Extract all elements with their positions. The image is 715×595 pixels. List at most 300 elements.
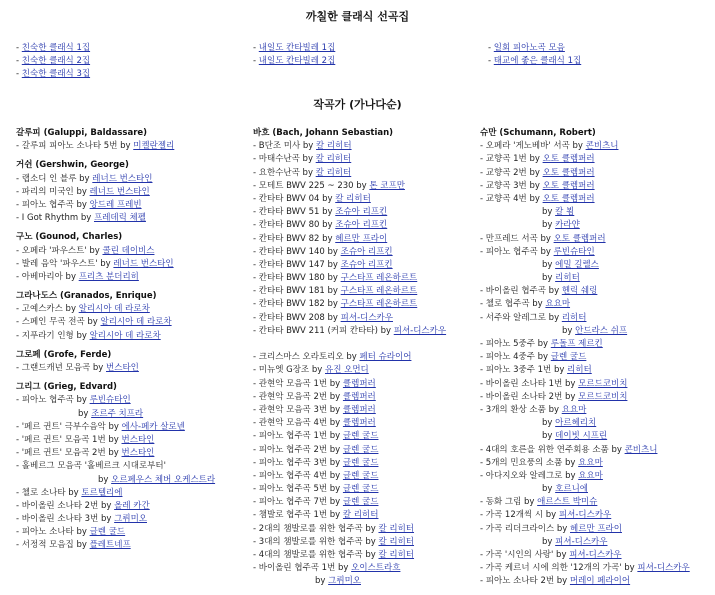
album-list-item — [16, 55, 90, 68]
recording-entry — [16, 513, 215, 526]
recording-entry — [253, 325, 446, 338]
performer-link[interactable]: 클렘퍼러 — [342, 418, 376, 429]
bullet-dash: - — [253, 484, 259, 495]
by-label: by — [327, 259, 338, 270]
piece-title: 칸타타 BWV 147 — [258, 259, 325, 270]
performer-link[interactable]: 칼 리히터 — [335, 193, 371, 204]
piece-title: 피아노 협주곡 5번 — [258, 484, 328, 495]
composer-column-2 — [253, 127, 446, 589]
recording-entry — [253, 430, 446, 443]
recording-entry — [253, 575, 446, 588]
album-link[interactable]: 내일도 칸타빌레 1집 — [258, 43, 336, 53]
performer-link[interactable]: 피셔-디스카우 — [555, 536, 608, 547]
piece-title: 지푸라기 인형 — [21, 330, 74, 341]
performer-link[interactable]: 레너드 번스타인 — [113, 258, 174, 269]
performer-link[interactable]: 조슈아 리프킨 — [335, 220, 388, 231]
performer-link[interactable]: 오토 클렘퍼러 — [542, 167, 595, 178]
recording-entry — [16, 362, 215, 375]
piece-title: 바이올린 소나타 1번 — [485, 378, 563, 389]
performer-link[interactable]: 유진 오먼디 — [324, 365, 369, 376]
by-label: by — [529, 154, 540, 165]
performer-link[interactable]: 오토 클렘퍼러 — [553, 233, 606, 244]
piece-title: 서주와 알레그로 — [485, 312, 546, 323]
performer-link[interactable]: 알리시아 데 라로차 — [78, 304, 150, 315]
by-label: by — [315, 576, 326, 587]
performer-link[interactable]: 글렌 굴드 — [342, 444, 379, 455]
performer-link[interactable]: 토르텔리에 — [81, 487, 123, 498]
recording-entry — [480, 272, 690, 285]
bullet-dash: - — [16, 258, 22, 269]
by-label: by — [120, 141, 131, 152]
recording-entry — [253, 140, 446, 153]
piece-title: 칸타타 BWV 211 (커피 칸타타) — [258, 325, 378, 336]
piece-title: 관현악 모음곡 3번 — [258, 404, 328, 415]
piece-title: 관현악 모음곡 1번 — [258, 378, 328, 389]
by-label: by — [532, 299, 543, 310]
recording-entry — [16, 186, 215, 199]
performer-link[interactable]: 아르헤리치 — [555, 418, 597, 429]
bullet-dash: - — [253, 325, 259, 336]
composer-column-1 — [16, 127, 215, 553]
piece-title: 피아노 협주곡 3번 — [258, 457, 328, 468]
album-link[interactable]: 태교에 좋은 클래식 1집 — [493, 56, 582, 67]
performer-link[interactable]: 카라얀 — [555, 220, 580, 231]
by-label: by — [327, 286, 338, 297]
performer-link[interactable]: 그뤼미오 — [328, 576, 361, 587]
by-label: by — [76, 330, 87, 341]
piece-title: 칸타타 BWV 04 — [258, 193, 320, 204]
performer-link[interactable]: 리히터 — [555, 273, 580, 284]
by-label: by — [565, 457, 576, 468]
performer-link[interactable]: 피셔-디스카우 — [637, 563, 690, 574]
recording-entry — [480, 180, 690, 193]
recording-entry — [16, 140, 215, 153]
piece-title: 발레 음악 '파우스트' — [21, 258, 98, 269]
performer-link[interactable]: 콘비츠니 — [585, 141, 619, 152]
piece-title: 5개의 민요풍의 소품 — [485, 457, 563, 468]
bullet-dash: - — [253, 470, 259, 481]
recording-entry — [480, 523, 690, 536]
piece-title: 교향곡 2번 — [485, 167, 527, 178]
performer-link[interactable]: 오르페우스 체버 오케스트라 — [111, 474, 216, 485]
bullet-dash: - — [253, 444, 259, 455]
performer-link[interactable]: 페터 슈라이어 — [359, 352, 412, 363]
bullet-dash: - — [253, 273, 259, 284]
performer-link[interactable]: 프리츠 분더리히 — [78, 271, 139, 282]
by-label: by — [365, 536, 376, 547]
piece-title: 크리스마스 오라토리오 — [258, 352, 344, 363]
bullet-dash: - — [16, 186, 22, 197]
performer-link[interactable]: 콘비츠니 — [624, 444, 658, 455]
performer-link[interactable]: 애르스트 박미슈 — [537, 497, 598, 508]
recording-entry — [480, 298, 690, 311]
by-label: by — [556, 576, 568, 587]
performer-link[interactable]: 글렌 굴드 — [342, 431, 379, 442]
performer-link[interactable]: 피셔-디스카우 — [340, 312, 393, 323]
by-label: by — [329, 444, 341, 455]
bullet-dash: - — [16, 271, 22, 282]
performer-link[interactable]: 헤르만 프라이 — [335, 233, 388, 244]
recording-entry — [253, 391, 446, 404]
by-label: by — [329, 418, 341, 429]
performer-link[interactable]: 리히터 — [561, 312, 587, 323]
performer-link[interactable]: 글렌 굴드 — [342, 470, 379, 481]
by-label: by — [78, 408, 89, 419]
piece-title: 파리의 미국인 — [21, 186, 74, 197]
bullet-dash: - — [253, 418, 259, 429]
piece-title: 미뉴엣 G장조 — [258, 365, 310, 376]
piece-title: 피아노 3중주 1번 — [485, 365, 552, 376]
performer-link[interactable]: 헤르만 프라이 — [570, 523, 622, 534]
recording-entry — [480, 378, 690, 391]
performer-link[interactable]: 클렘퍼러 — [342, 404, 376, 415]
bullet-dash: - — [253, 391, 259, 402]
by-label: by — [542, 259, 553, 270]
piece-title: 홀베르그 모음곡 '홀베르크 시대로부터' — [21, 461, 166, 472]
piece-title: 피아노 협주곡 — [485, 246, 538, 257]
recording-entry — [16, 487, 215, 500]
by-label: by — [302, 154, 313, 165]
bullet-dash: - — [253, 312, 259, 323]
bullet-dash: - — [480, 378, 486, 389]
bullet-dash: - — [253, 167, 259, 178]
performer-link[interactable]: 칼 리히터 — [315, 167, 352, 178]
performer-link[interactable]: 번스타인 — [121, 434, 155, 445]
by-label: by — [542, 431, 553, 442]
performer-link[interactable]: 번스타인 — [121, 448, 155, 459]
performer-link[interactable]: 플레트네프 — [89, 540, 131, 551]
album-list-item — [253, 42, 335, 55]
album-list-item — [16, 68, 90, 81]
performer-link[interactable]: 에사-페카 살로넨 — [121, 421, 185, 432]
piece-title: 고예스카스 — [21, 304, 63, 315]
bullet-dash: - — [16, 69, 22, 80]
by-label: by — [540, 233, 551, 244]
bullet-dash: - — [16, 487, 22, 498]
piece-title: 피아노 협주곡 1번 — [258, 431, 328, 442]
by-label: by — [338, 563, 349, 574]
by-label: by — [540, 246, 551, 257]
recording-entry — [480, 259, 690, 272]
piece-title: 가곡 12개씩 시 — [485, 510, 544, 521]
piece-title: 피아노 5중주 — [485, 339, 535, 349]
bullet-dash: - — [480, 563, 486, 574]
performer-link[interactable]: 오토 클렘퍼러 — [542, 154, 595, 165]
section-title-composers: 작곡가 (가나다순) — [313, 98, 402, 111]
piece-title: 칸타타 BWV 51 — [258, 207, 320, 218]
bullet-dash: - — [253, 141, 259, 152]
recording-entry — [16, 394, 215, 407]
recording-entry — [16, 316, 215, 329]
piece-title: 피아노 소나타 2번 — [485, 576, 555, 587]
by-label: by — [108, 434, 119, 445]
by-label: by — [537, 339, 549, 349]
by-label: by — [565, 378, 576, 389]
piece-title: I Got Rhythm — [21, 213, 79, 224]
performer-link[interactable]: 조슈아 리프킨 — [340, 259, 393, 270]
performer-link[interactable]: 헨릭 쉐링 — [561, 286, 598, 297]
recording-entry — [253, 153, 446, 166]
bullet-dash: - — [480, 246, 486, 257]
composer-column-3 — [480, 127, 690, 589]
performer-link[interactable]: 리히터 — [567, 365, 592, 376]
piece-title: 칸타타 BWV 140 — [258, 246, 325, 257]
by-label: by — [329, 404, 341, 415]
performer-link[interactable]: 구스타프 레온하르트 — [340, 299, 418, 310]
performer-link[interactable]: 알리시아 데 라로차 — [89, 330, 161, 341]
piece-title: 바이올린 소나타 3번 — [21, 514, 99, 525]
performer-link[interactable]: 칼 리히터 — [342, 510, 379, 521]
recording-entry — [480, 509, 690, 522]
performer-link[interactable]: 글렌 굴드 — [342, 497, 379, 508]
piece-title: 피아노 협주곡 4번 — [258, 470, 328, 481]
performer-link[interactable]: 레너드 번스타인 — [92, 173, 153, 184]
performer-link[interactable]: 글렌 굴드 — [342, 484, 379, 495]
bullet-dash: - — [253, 352, 259, 363]
recording-entry — [16, 245, 215, 258]
by-label: by — [322, 233, 333, 244]
bullet-dash: - — [480, 404, 486, 415]
piece-title: '페르 귄트' 모음곡 2번 — [21, 448, 106, 459]
by-label: by — [346, 352, 357, 363]
performer-link[interactable]: 피셔-디스카우 — [569, 550, 622, 560]
recording-entry — [253, 417, 446, 430]
piece-title: 아베마리아 — [21, 271, 63, 282]
piece-title: '페르 귄트' 극부수음악 — [21, 421, 106, 432]
album-link[interactable]: 친숙한 클래식 1집 — [21, 43, 91, 53]
performer-link[interactable]: 피셔-디스카우 — [393, 325, 447, 336]
bullet-dash: - — [253, 536, 259, 547]
bullet-dash: - — [16, 317, 22, 328]
by-label: by — [76, 186, 87, 197]
bullet-dash: - — [16, 514, 22, 525]
recording-entry — [253, 549, 446, 562]
by-label: by — [76, 527, 87, 538]
performer-link[interactable]: 칼 뵘 — [555, 207, 575, 218]
performer-link[interactable]: 조르주 치프라 — [91, 408, 144, 419]
performer-link[interactable]: 호르니에 — [555, 484, 588, 495]
performer-link[interactable]: 구스타프 레온하르트 — [340, 286, 418, 297]
performer-link[interactable]: 모르드코비치 — [578, 391, 628, 402]
piece-title: 피아노 협주곡 2번 — [258, 444, 328, 455]
performer-link[interactable]: 칼 리히터 — [378, 550, 415, 560]
performer-link[interactable]: 콜린 데이비스 — [102, 245, 155, 256]
by-label: by — [529, 193, 540, 204]
album-link[interactable]: 친숙한 클래식 2집 — [21, 56, 91, 67]
by-label: by — [68, 487, 79, 498]
spacer — [253, 338, 446, 351]
performer-link[interactable]: 미켈란젤리 — [133, 141, 175, 152]
performer-link[interactable]: 안드라스 쉬프 — [575, 325, 628, 336]
by-label: by — [542, 207, 553, 218]
performer-link[interactable]: 올레 카간 — [114, 500, 150, 511]
by-label: by — [572, 141, 583, 152]
performer-link[interactable]: 조슈아 리프킨 — [340, 246, 393, 257]
recording-entry — [16, 434, 215, 447]
performer-link[interactable]: 요요마 — [578, 470, 603, 481]
by-label: by — [556, 550, 567, 560]
bullet-dash: - — [480, 233, 486, 244]
recording-entry — [253, 404, 446, 417]
performer-link[interactable]: 루빈슈타인 — [553, 246, 595, 257]
bullet-dash: - — [253, 259, 259, 270]
by-label: by — [76, 199, 87, 210]
performer-link[interactable]: 프레데릭 체펠 — [93, 213, 146, 224]
performer-link[interactable]: 오이스트라흐 — [351, 563, 401, 574]
by-label: by — [524, 497, 535, 508]
performer-link[interactable]: 오토 클렘퍼러 — [542, 180, 595, 191]
performer-link[interactable]: 클렘퍼러 — [342, 391, 376, 402]
recording-entry — [480, 312, 690, 325]
album-list-item — [253, 55, 335, 68]
by-label: by — [79, 173, 90, 184]
piece-title: 피아노 협주곡 — [21, 395, 74, 406]
by-label: by — [548, 404, 560, 415]
bullet-dash: - — [253, 233, 259, 244]
bullet-dash: - — [480, 457, 486, 468]
by-label: by — [311, 365, 323, 376]
recording-entry — [16, 173, 215, 186]
bullet-dash: - — [253, 246, 259, 257]
recording-entry — [480, 444, 690, 457]
by-label: by — [565, 470, 576, 481]
piece-title: 가곡 리더크라이스 — [485, 523, 555, 534]
performer-link[interactable]: 알리시아 데 라로차 — [100, 317, 172, 328]
album-link[interactable]: 친숙한 클래식 3집 — [21, 69, 91, 80]
bullet-dash: - — [16, 421, 22, 432]
by-label: by — [327, 299, 338, 310]
bullet-dash: - — [253, 299, 259, 310]
recording-entry — [480, 417, 690, 430]
performer-link[interactable]: 글렌 굴드 — [550, 352, 587, 363]
composer-heading: 구노 (Gounod, Charles) — [16, 232, 123, 243]
bullet-dash: - — [253, 193, 259, 204]
by-label: by — [327, 273, 338, 284]
bullet-dash: - — [16, 363, 22, 373]
recording-entry — [480, 483, 690, 496]
piece-title: 3개의 환상 소품 — [485, 404, 546, 415]
performer-link[interactable]: 모르드코비치 — [578, 378, 628, 389]
bullet-dash: - — [253, 523, 259, 534]
piece-title: 모테트 BWV 225 ~ 230 — [258, 180, 354, 191]
recording-entry — [253, 180, 446, 193]
bullet-dash: - — [253, 220, 259, 231]
performer-link[interactable]: 루돌프 제르킨 — [550, 339, 603, 349]
performer-link[interactable]: 머레이 페라이어 — [569, 576, 631, 587]
piece-title: 아다지오와 알레그로 — [485, 470, 563, 481]
performer-link[interactable]: 요요마 — [578, 457, 603, 468]
piece-title: 오페라 '게노베바' 서곡 — [485, 141, 570, 152]
performer-link[interactable]: 칼 리히터 — [315, 154, 352, 165]
piece-title: 4대의 호른을 위한 연주회용 소품 — [485, 444, 609, 455]
bullet-dash: - — [480, 312, 486, 323]
recording-entry — [480, 153, 690, 166]
piece-title: 피아노 소나타 — [21, 527, 74, 538]
recording-entry — [480, 562, 690, 575]
by-label: by — [87, 317, 98, 328]
performer-link[interactable]: 앙드레 프레빈 — [89, 199, 142, 210]
bullet-dash: - — [480, 576, 486, 587]
by-label: by — [562, 325, 573, 336]
by-label: by — [356, 180, 367, 191]
bullet-dash: - — [16, 245, 22, 256]
recording-entry — [480, 496, 690, 509]
recording-entry — [253, 246, 446, 259]
recording-entry — [253, 233, 446, 246]
composer-heading: 바흐 (Bach, Johann Sebastian) — [253, 128, 394, 138]
performer-link[interactable]: 요요마 — [561, 404, 587, 415]
by-label: by — [545, 510, 557, 521]
performer-link[interactable]: 구스타프 레온하르트 — [340, 273, 418, 284]
performer-link[interactable]: 에밀 길렐스 — [555, 259, 599, 270]
recording-entry — [16, 271, 215, 284]
top-links-col3 — [488, 42, 581, 68]
piece-title: 첼로 협주곡 — [485, 299, 530, 310]
recording-entry — [253, 259, 446, 272]
recording-entry — [480, 391, 690, 404]
performer-link[interactable]: 칼 리히터 — [378, 536, 415, 547]
by-label: by — [80, 213, 92, 224]
piece-title: 바이올린 협주곡 — [485, 286, 546, 297]
by-label: by — [542, 418, 553, 429]
piece-title: 만프레드 서곡 — [485, 233, 538, 244]
performer-link[interactable]: 루빈슈타인 — [89, 395, 131, 406]
performer-link[interactable]: 피셔-디스카우 — [558, 510, 612, 521]
performer-link[interactable]: 글렌 굴드 — [89, 527, 126, 538]
by-label: by — [329, 510, 341, 521]
by-label: by — [553, 365, 565, 376]
piece-title: 바이올린 소나타 2번 — [21, 500, 99, 511]
album-link[interactable]: 일회 피아노곡 모음 — [493, 43, 565, 53]
recording-entry — [253, 351, 446, 364]
performer-link[interactable]: 조슈아 리프킨 — [335, 207, 388, 218]
by-label: by — [365, 550, 376, 560]
recording-entry — [480, 167, 690, 180]
recording-entry — [16, 258, 215, 271]
bullet-dash: - — [253, 563, 259, 574]
performer-link[interactable]: 칼 리히터 — [316, 141, 352, 152]
piece-title: 2대의 챔발로를 위한 협주곡 — [258, 523, 363, 534]
performer-link[interactable]: 글렌 굴드 — [342, 457, 379, 468]
recording-entry — [253, 219, 446, 232]
recording-entry — [16, 199, 215, 212]
performer-link[interactable]: 칼 리히터 — [378, 523, 415, 534]
performer-link[interactable]: 번스타인 — [106, 363, 139, 373]
by-label: by — [327, 312, 338, 323]
bullet-dash: - — [16, 527, 22, 538]
piece-title: 3대의 챔발로를 위한 협주곡 — [258, 536, 363, 547]
recording-entry — [253, 457, 446, 470]
performer-link[interactable]: 톤 코프만 — [369, 180, 405, 191]
bullet-dash: - — [253, 180, 259, 191]
recording-entry — [480, 140, 690, 153]
performer-link[interactable]: 오토 클렘퍼러 — [542, 193, 595, 204]
piece-title: 교향곡 4번 — [485, 193, 527, 204]
performer-link[interactable]: 그뤼미오 — [114, 514, 147, 525]
performer-link[interactable]: 데이빗 시프린 — [555, 431, 608, 442]
piece-title: 교향곡 3번 — [485, 180, 527, 191]
bullet-dash: - — [16, 213, 22, 224]
album-link[interactable]: 내일도 칸타빌레 2집 — [258, 56, 336, 67]
performer-link[interactable]: 요요마 — [545, 299, 571, 310]
performer-link[interactable]: 클렘퍼러 — [342, 378, 376, 389]
piece-title: 4대의 챔발로를 위한 협주곡 — [258, 550, 363, 560]
recording-entry — [480, 575, 690, 588]
by-label: by — [92, 363, 104, 373]
by-label: by — [542, 273, 553, 284]
performer-link[interactable]: 레너드 번스타인 — [89, 186, 150, 197]
bullet-dash: - — [480, 286, 486, 297]
